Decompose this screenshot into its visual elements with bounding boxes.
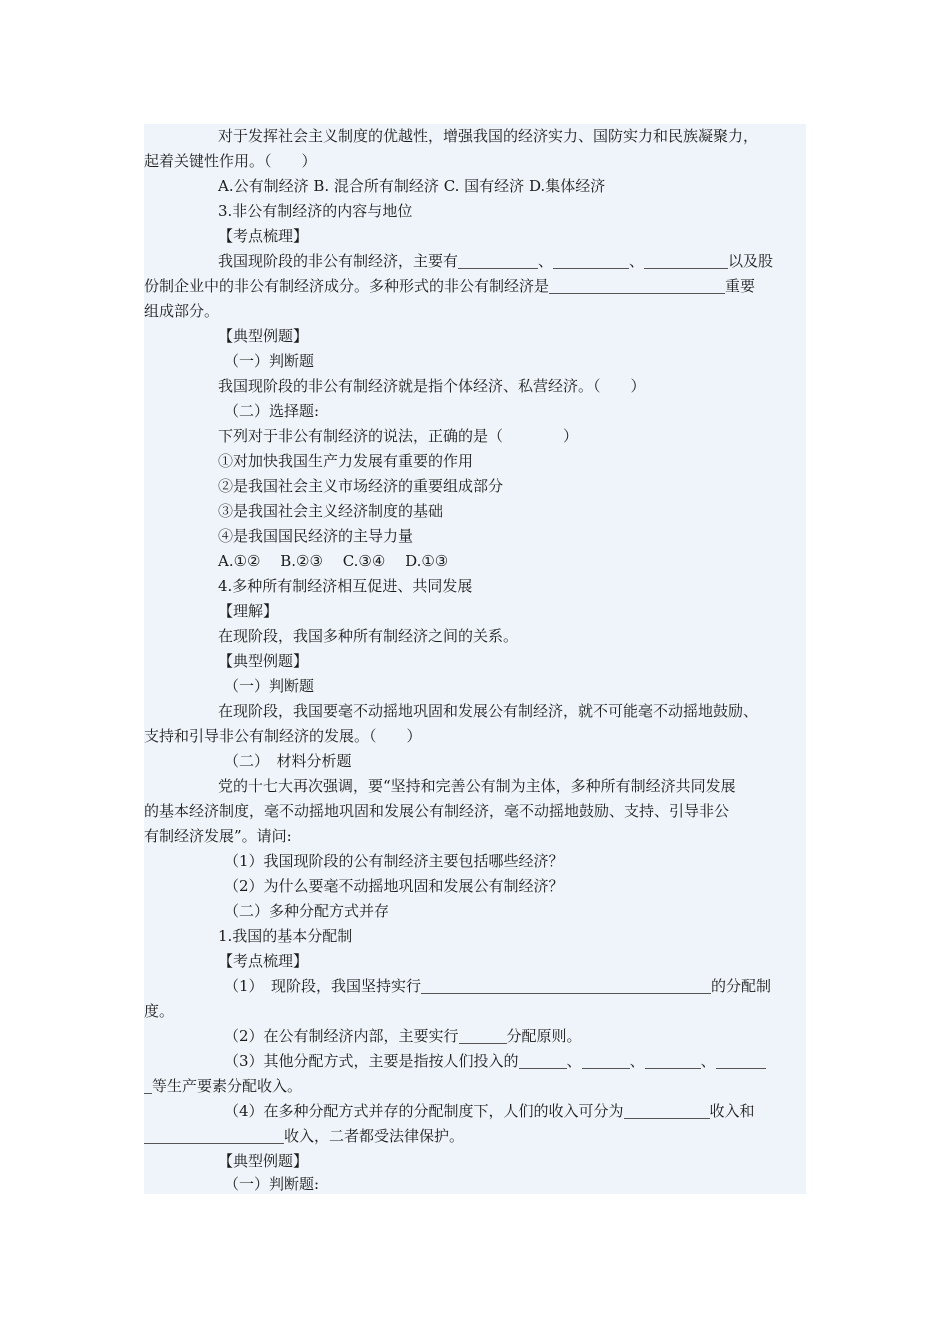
text-line: 党的十七大再次强调，要“坚持和完善公有制为主体，多种所有制经济共同发展 bbox=[218, 777, 736, 795]
text-line: 度。 bbox=[144, 1002, 175, 1020]
answer-blank[interactable] bbox=[458, 252, 538, 269]
section-tag: 【考点梳理】 bbox=[218, 227, 309, 245]
document-content bbox=[144, 124, 806, 1194]
answer-options: A.①② B.②③ C.③④ D.①③ bbox=[218, 552, 449, 570]
question-type: （一）判断题 bbox=[224, 352, 315, 370]
fill-in-line bbox=[218, 249, 773, 274]
section-tag: 【典型例题】 bbox=[218, 1152, 309, 1170]
fill-in-line bbox=[224, 974, 771, 999]
text-segment: 、 bbox=[538, 252, 554, 270]
section-heading: （二）多种分配方式并存 bbox=[224, 902, 390, 920]
section-heading: 1.我国的基本分配制 bbox=[218, 927, 353, 945]
text-line: 我国现阶段的非公有制经济就是指个体经济、私营经济。（ ） bbox=[218, 377, 646, 395]
text-segment: 以及股 bbox=[728, 252, 774, 270]
option-line: ②是我国社会主义市场经济的重要组成部分 bbox=[218, 477, 504, 495]
answer-blank[interactable] bbox=[459, 1027, 507, 1044]
question-line: （2）为什么要毫不动摇地巩固和发展公有制经济？ bbox=[224, 877, 564, 895]
text-segment: （1） 现阶段，我国坚持实行 bbox=[224, 977, 422, 995]
fill-in-line bbox=[144, 274, 755, 299]
question-type: （二） 材料分析题 bbox=[224, 752, 352, 770]
question-type: （一）判断题 bbox=[224, 677, 315, 695]
text-line: 对于发挥社会主义制度的优越性，增强我国的经济实力、国防实力和民族凝聚力， bbox=[218, 127, 759, 145]
text-line: 组成部分。 bbox=[144, 302, 220, 320]
text-segment: 分配原则。 bbox=[506, 1027, 582, 1045]
option-line: ①对加快我国生产力发展有重要的作用 bbox=[218, 452, 474, 470]
section-tag: 【理解】 bbox=[218, 602, 279, 620]
text-segment: 收入，二者都受法律保护。 bbox=[284, 1127, 465, 1145]
answer-options: A.公有制经济 B. 混合所有制经济 C. 国有经济 D.集体经济 bbox=[218, 177, 606, 195]
text-segment: 、 bbox=[566, 1052, 582, 1070]
question-type: （二）选择题: bbox=[224, 402, 320, 420]
text-line: 支持和引导非公有制经济的发展。（ ） bbox=[144, 727, 422, 745]
section-heading: 3.非公有制经济的内容与地位 bbox=[218, 202, 413, 220]
text-segment: （4）在多种分配方式并存的分配制度下，人们的收入可分为 bbox=[224, 1102, 624, 1120]
text-line: 下列对于非公有制经济的说法，正确的是（ ） bbox=[218, 427, 579, 445]
text-segment: 、 bbox=[629, 1052, 645, 1070]
answer-blank[interactable] bbox=[624, 1102, 710, 1119]
text-line: 的基本经济制度，毫不动摇地巩固和发展公有制经济，毫不动摇地鼓励、支持、引导非公 bbox=[144, 802, 730, 820]
question-type: （一）判断题: bbox=[224, 1175, 320, 1193]
answer-blank[interactable] bbox=[144, 1077, 152, 1094]
answer-blank[interactable] bbox=[645, 1052, 701, 1069]
fill-in-line bbox=[224, 1024, 582, 1049]
text-segment: 等生产要素分配收入。 bbox=[152, 1077, 303, 1095]
text-segment: 重要 bbox=[725, 277, 756, 295]
fill-in-line bbox=[144, 1074, 302, 1099]
text-segment: （2）在公有制经济内部，主要实行 bbox=[224, 1027, 459, 1045]
section-tag: 【典型例题】 bbox=[218, 327, 309, 345]
answer-blank[interactable] bbox=[421, 977, 711, 994]
section-tag: 【典型例题】 bbox=[218, 652, 309, 670]
answer-blank[interactable] bbox=[582, 1052, 630, 1069]
fill-in-line bbox=[224, 1099, 755, 1124]
question-line: （1）我国现阶段的公有制经济主要包括哪些经济？ bbox=[224, 852, 564, 870]
option-line: ④是我国国民经济的主导力量 bbox=[218, 527, 414, 545]
section-heading: 4.多种所有制经济相互促进、共同发展 bbox=[218, 577, 473, 595]
text-segment: 、 bbox=[629, 252, 645, 270]
text-segment: （3）其他分配方式，主要是指按人们投入的 bbox=[224, 1052, 519, 1070]
text-segment: 收入和 bbox=[709, 1102, 755, 1120]
text-segment: 的分配制 bbox=[711, 977, 772, 995]
text-line: 有制经济发展”。请问: bbox=[144, 827, 292, 845]
answer-blank[interactable] bbox=[144, 1127, 284, 1144]
section-tag: 【考点梳理】 bbox=[218, 952, 309, 970]
fill-in-line bbox=[144, 1124, 464, 1149]
text-line: 在现阶段，我国要毫不动摇地巩固和发展公有制经济，就不可能毫不动摇地鼓励、 bbox=[218, 702, 759, 720]
option-line: ③是我国社会主义经济制度的基础 bbox=[218, 502, 444, 520]
answer-blank[interactable] bbox=[519, 1052, 567, 1069]
text-segment: 我国现阶段的非公有制经济，主要有 bbox=[218, 252, 459, 270]
answer-blank[interactable] bbox=[553, 252, 629, 269]
text-segment: 份制企业中的非公有制经济成分。多种形式的非公有制经济是 bbox=[144, 277, 550, 295]
answer-blank[interactable] bbox=[644, 252, 728, 269]
answer-blank[interactable] bbox=[716, 1052, 766, 1069]
text-segment: 、 bbox=[700, 1052, 716, 1070]
answer-blank[interactable] bbox=[549, 277, 725, 294]
text-line: 在现阶段，我国多种所有制经济之间的关系。 bbox=[218, 627, 519, 645]
fill-in-line bbox=[224, 1049, 766, 1074]
text-line: 起着关键性作用。（ ） bbox=[144, 152, 317, 170]
